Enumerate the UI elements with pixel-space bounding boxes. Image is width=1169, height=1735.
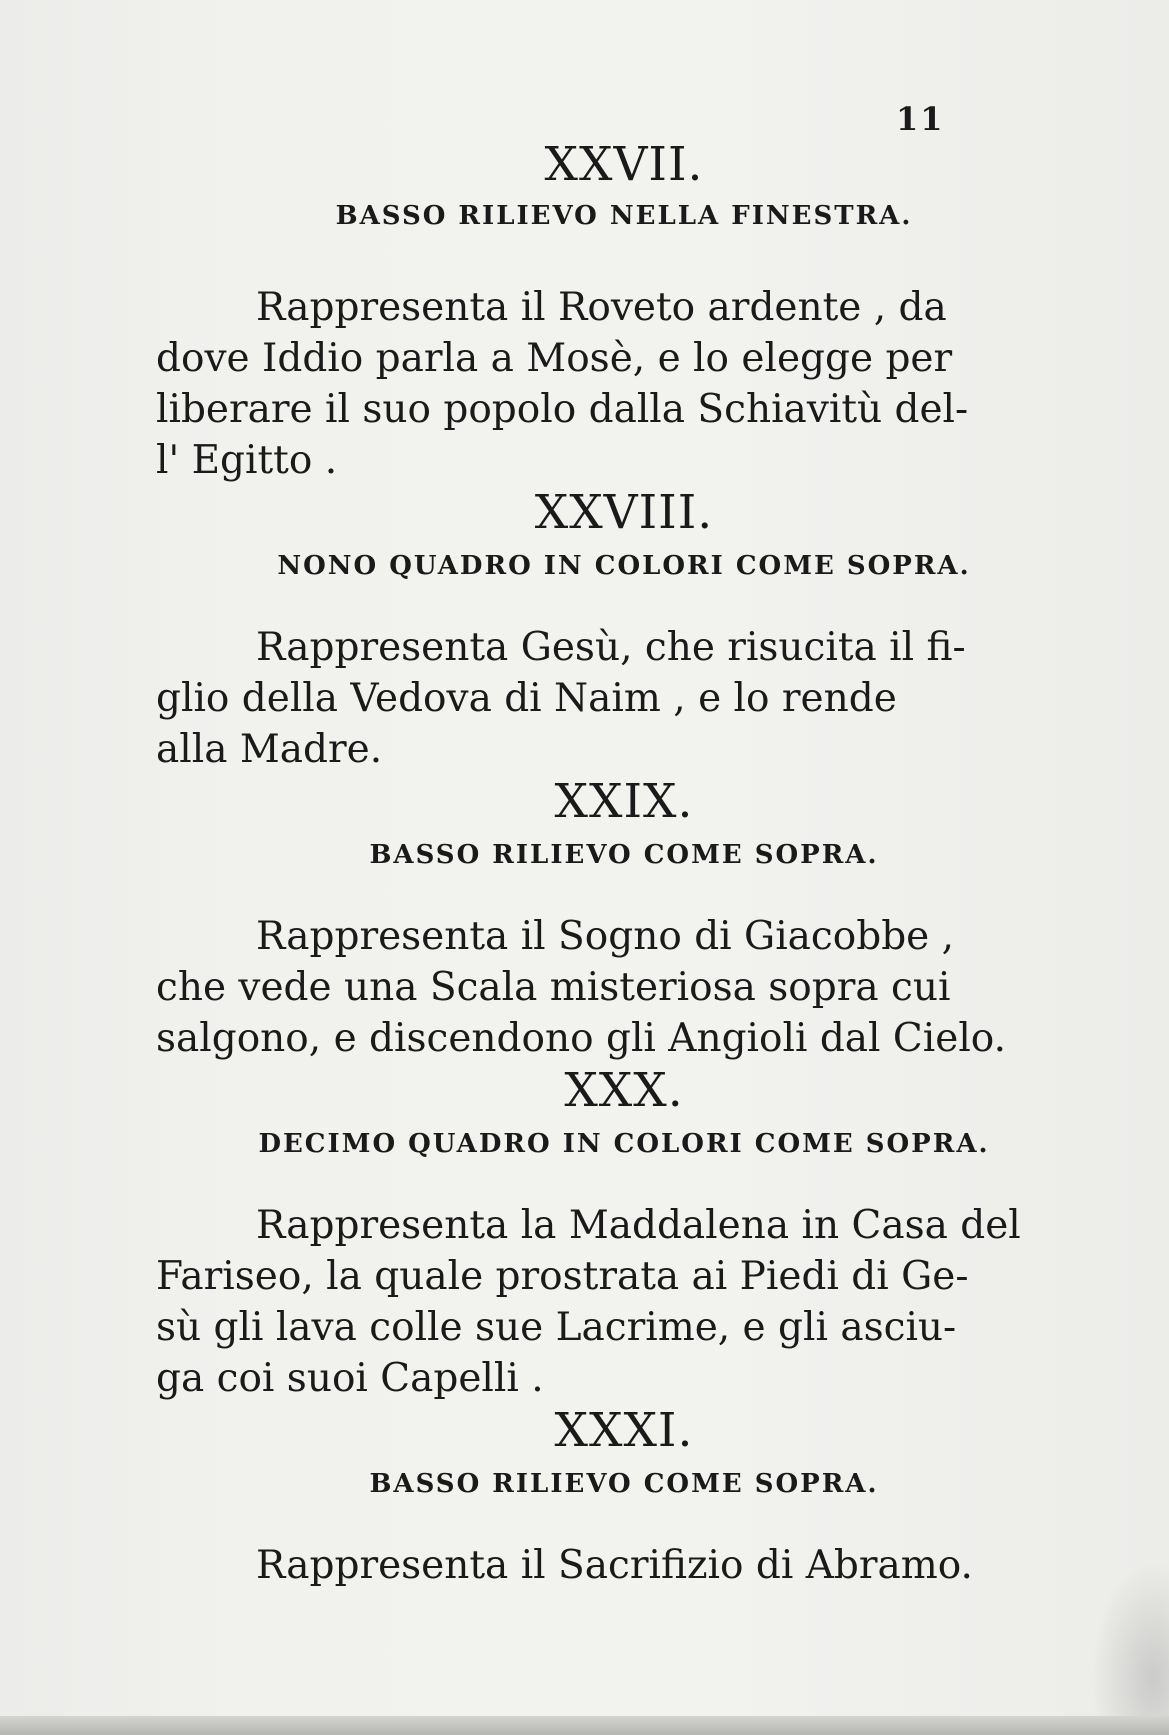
- entry-numeral: XXX.: [564, 1063, 684, 1118]
- entry-body: [156, 282, 1042, 486]
- page-bottom-edge: [0, 1716, 1169, 1735]
- entry-subheading: BASSO RILIEVO COME SOPRA.: [369, 840, 879, 870]
- entry-xxvii: [156, 138, 1042, 486]
- entry-numeral: XXVIII.: [534, 485, 714, 540]
- body-line: alla Madre.: [156, 727, 383, 772]
- body-line: Rappresenta il Sogno di Giacobbe ,: [256, 914, 955, 959]
- entry-xxix: [156, 775, 1042, 1064]
- paper-smudge: [1090, 1560, 1169, 1730]
- body-line: liberare il suo popolo dalla Schiavitù del-: [156, 387, 969, 432]
- entry-xxx: [156, 1064, 1042, 1404]
- entry-subheading: DECIMO QUADRO IN COLORI COME SOPRA.: [258, 1129, 990, 1159]
- text-column: [156, 138, 1042, 1591]
- entry-subheading: BASSO RILIEVO NELLA FINESTRA.: [335, 201, 913, 231]
- body-line: Fariseo, la quale prostrata ai Piedi di Ge-: [156, 1254, 969, 1299]
- body-line: ga coi suoi Capelli .: [156, 1356, 544, 1401]
- entry-body: [156, 911, 1042, 1064]
- entry-numeral: XXVII.: [544, 137, 704, 192]
- entry-numeral: XXIX.: [554, 774, 694, 829]
- body-line: glio della Vedova di Naim , e lo rende: [156, 676, 897, 721]
- body-line: Rappresenta Gesù, che risucita il fi-: [256, 625, 966, 670]
- body-line: dove Iddio parla a Mosè, e lo elegge per: [156, 336, 953, 381]
- entry-body: [156, 1200, 1042, 1404]
- page-number: 11: [896, 100, 945, 138]
- entry-numeral: XXXI.: [554, 1403, 694, 1458]
- body-line: salgono, e discendono gli Angioli dal Cielo.: [156, 1016, 1006, 1061]
- body-line: sù gli lava colle sue Lacrime, e gli asciu-: [156, 1305, 957, 1350]
- entry-subheading: NONO QUADRO IN COLORI COME SOPRA.: [277, 551, 971, 581]
- entry-body: [156, 622, 1042, 775]
- body-line: Rappresenta la Maddalena in Casa del: [256, 1203, 1021, 1248]
- body-line: che vede una Scala misteriosa sopra cui: [156, 965, 951, 1010]
- entry-subheading: BASSO RILIEVO COME SOPRA.: [369, 1469, 879, 1499]
- entry-xxxi: [156, 1404, 1042, 1591]
- body-line: Rappresenta il Sacrifizio di Abramo.: [256, 1543, 973, 1588]
- body-line: l' Egitto .: [156, 438, 338, 483]
- entry-body: [156, 1540, 1042, 1591]
- body-line: Rappresenta il Roveto ardente , da: [256, 285, 947, 330]
- entry-xxviii: [156, 486, 1042, 775]
